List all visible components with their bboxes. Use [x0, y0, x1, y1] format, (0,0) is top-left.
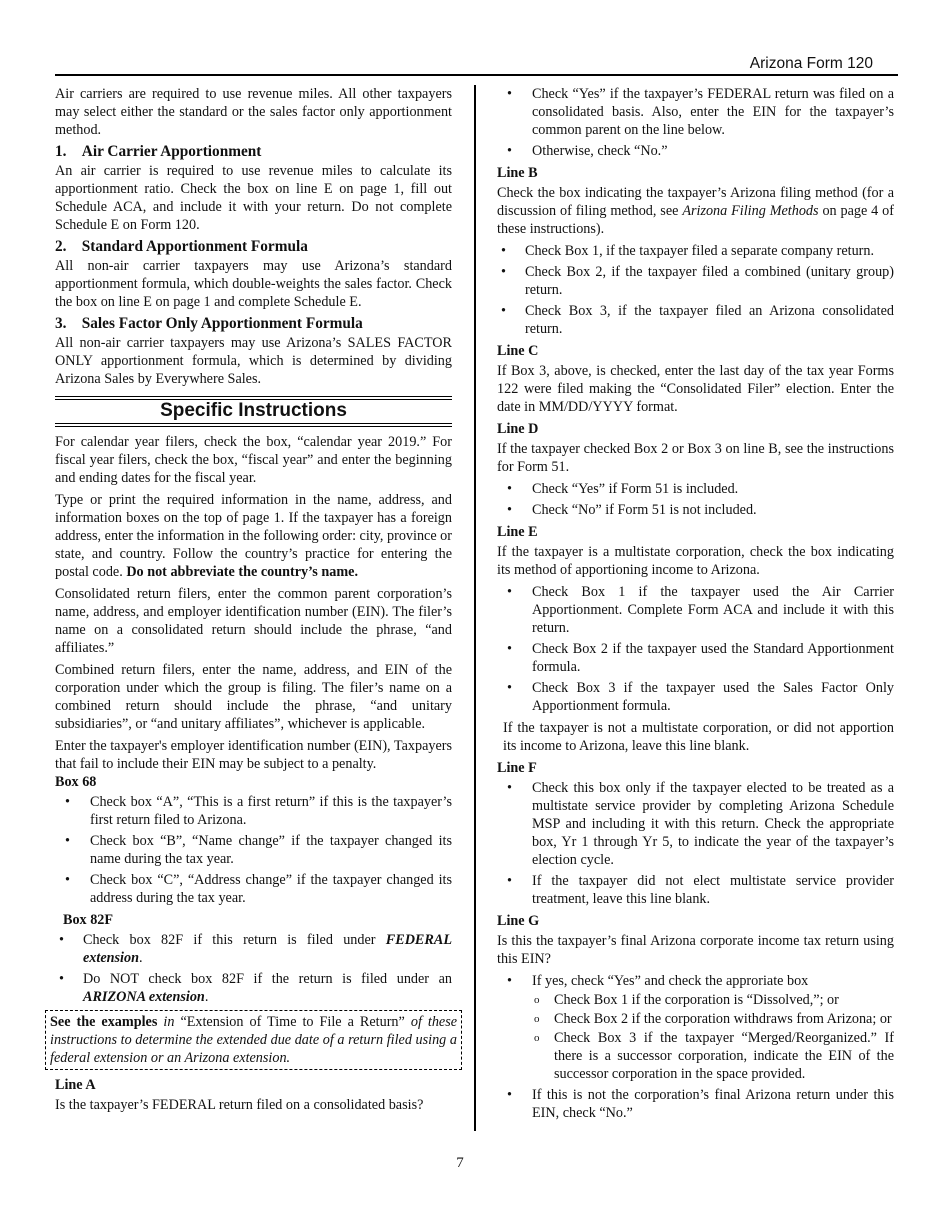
list-item: • Check “No” if Form 51 is not included.	[497, 501, 894, 519]
list-item: • Do NOT check box 82F if the return is filed under an ARIZONA extension.	[55, 970, 452, 1006]
list-item: • Check Box 2, if the taxpayer filed a combined (unitary group) return.	[497, 263, 894, 299]
box-82f-title: Box 82F	[63, 912, 114, 928]
extension-section-reference: “Extension of Time to File a Return”	[180, 1014, 405, 1030]
line-d-list	[497, 480, 894, 519]
box-82f-list	[55, 931, 452, 1006]
section-1-text: An air carrier is required to use revenue miles to calculate its apportionment ratio. Check the box on line E on page 1, fill out Schedule ACA, and include it with your return. Do not complete Schedule E on Form 120.	[55, 163, 452, 233]
line-g-list	[497, 972, 894, 1122]
see-in: in	[163, 1014, 175, 1030]
sub-list-item: o Check Box 3 if the taxpayer “Merged/Reorganized.” If there is a successor corporation, indicate the EIN of the successor corporation in the space provided.	[520, 1029, 894, 1083]
list-item: • Check Box 1 if the taxpayer used the Air Carrier Apportionment. Complete Form ACA and include it with this return.	[497, 583, 894, 637]
line-d-title: Line D	[497, 421, 539, 437]
list-item-text: Do NOT check box 82F if the return is filed under an	[83, 971, 452, 987]
box-68-title: Box 68	[55, 774, 97, 790]
list-item: • Check “Yes” if the taxpayer’s FEDERAL return was filed on a consolidated basis. Also, enter the EIN for the taxpayer’s common parent on the line below.	[497, 85, 894, 139]
list-item-text: If yes, check “Yes” and check the approriate box	[532, 973, 809, 989]
name-address-text: Type or print the required information in the name, address, and information boxes on the top of page 1. If the taxpayer has a foreign address, enter the information in the following order: city, province or state, and country. Follow the country’s practice for entering the postal code.	[55, 492, 452, 580]
apportionment-intro: Air carriers are required to use revenue miles. All other taxpayers may select either the standard or the sales factor only apportionment method.	[55, 86, 452, 138]
line-g-title: Line G	[497, 913, 540, 929]
section-3-title: 3. Sales Factor Only Apportionment Formula	[55, 315, 363, 332]
list-item-text: Check box 82F if this return is filed under	[83, 932, 386, 948]
right-column	[497, 85, 894, 1126]
list-item: • Check this box only if the taxpayer elected to be treated as a multistate service provider by completing Arizona Schedule MSP and including it with this return. Check the appropriate box, Yr 1 through Yr 5, to indicate the year of the taxpayer’s election cycle.	[497, 779, 894, 869]
see-examples-label: See the examples	[50, 1014, 158, 1030]
calendar-year-paragraph: For calendar year filers, check the box, “calendar year 2019.” For fiscal year filers, check the box, “fiscal year” and enter the beginning and ending dates for the fiscal year.	[55, 434, 452, 486]
left-column	[50, 85, 458, 1118]
federal-extension-term: FEDERAL extension	[83, 932, 452, 966]
line-f-title: Line F	[497, 760, 537, 776]
consolidated-filers-paragraph: Consolidated return filers, enter the common parent corporation’s name, address, and employer identification number (EIN). The filer’s name on a consolidated return should include the phrase, “and affiliates.”	[55, 586, 452, 656]
list-item: • Check Box 1, if the taxpayer filed a separate company return.	[497, 242, 894, 260]
section-2-title: 2. Standard Apportionment Formula	[55, 238, 308, 255]
line-e-text: If the taxpayer is a multistate corporation, check the box indicating its method of apportioning income to Arizona.	[497, 544, 894, 578]
sub-list-item: o Check Box 1 if the corporation is “Dissolved,”; or	[520, 991, 894, 1009]
header-rule	[55, 74, 898, 76]
list-item: • Check Box 3, if the taxpayer filed an Arizona consolidated return.	[497, 302, 894, 338]
line-e-title: Line E	[497, 524, 538, 540]
name-address-paragraph	[55, 491, 452, 581]
see-examples-text: of these instructions to determine the extended due date of a return filed using a federal extension or an Arizona extension.	[50, 1014, 458, 1066]
line-f-list	[497, 779, 894, 908]
list-item: • Check box “C”, “Address change” if the taxpayer changed its address during the tax year.	[55, 871, 452, 907]
line-e-list	[497, 583, 894, 715]
list-item: • Check Box 3 if the taxpayer used the Sales Factor Only Apportionment formula.	[497, 679, 894, 715]
page-number: 7	[456, 1155, 464, 1171]
list-item: • Check box 82F if this return is filed under FEDERAL extension.	[55, 931, 452, 967]
section-1-title: 1. Air Carrier Apportionment	[55, 143, 262, 160]
line-g-text: Is this the taxpayer’s final Arizona corporate income tax return using this EIN?	[497, 933, 894, 967]
line-c-text: If Box 3, above, is checked, enter the last day of the tax year Forms 122 were filed making the “Consolidated Filer” election. Enter the date in MM/DD/YYYY format.	[497, 363, 894, 415]
column-divider	[474, 85, 476, 1131]
line-b-text-a: Check the box indicating the taxpayer’s Arizona filing method (for a discussion of filing method, see	[497, 185, 894, 219]
line-g-sublist	[520, 991, 894, 1083]
section-2-text: All non-air carrier taxpayers may use Arizona’s standard apportionment formula, which double-weights the sales factor. Check the box on line E on page 1 and complete Schedule E.	[55, 258, 452, 310]
list-item: • Check box “A”, “This is a first return” if this is the taxpayer’s first return filed to Arizona.	[55, 793, 452, 829]
list-item: • Check “Yes” if Form 51 is included.	[497, 480, 894, 498]
line-a-title: Line A	[55, 1077, 96, 1093]
sub-list-item: o Check Box 2 if the corporation withdraws from Arizona; or	[520, 1010, 894, 1028]
line-c-title: Line C	[497, 343, 539, 359]
list-item: • Check box “B”, “Name change” if the taxpayer changed its name during the tax year.	[55, 832, 452, 868]
box-68-list	[55, 793, 452, 907]
line-b-text	[497, 184, 894, 238]
line-b-text-b: on page 4 of these instructions).	[497, 203, 894, 237]
filing-methods-reference: Arizona Filing Methods	[682, 203, 819, 219]
form-title: Arizona Form 120	[749, 55, 873, 72]
arizona-extension-term: ARIZONA extension	[83, 989, 205, 1005]
list-item: • If this is not the corporation’s final Arizona return under this EIN, check “No.”	[497, 1086, 894, 1122]
line-b-title: Line B	[497, 165, 538, 181]
line-b-list	[497, 242, 894, 338]
list-item: • Check Box 2 if the taxpayer used the Standard Apportionment formula.	[497, 640, 894, 676]
list-item: • Otherwise, check “No.”	[497, 142, 894, 160]
line-e-after: If the taxpayer is not a multistate corporation, or did not apportion its income to Arizona, leave this line blank.	[503, 720, 894, 754]
list-item	[497, 972, 894, 1083]
list-item: • If the taxpayer did not elect multistate service provider treatment, leave this line blank.	[497, 872, 894, 908]
country-name-note: Do not abbreviate the country’s name.	[126, 564, 359, 580]
specific-instructions-heading: Specific Instructions	[55, 396, 452, 427]
line-a-text: Is the taxpayer’s FEDERAL return filed on a consolidated basis?	[55, 1097, 424, 1113]
see-examples-callout	[45, 1010, 462, 1070]
ein-paragraph: Enter the taxpayer's employer identification number (EIN), Taxpayers that fail to include their EIN may be subject to a penalty.	[55, 738, 452, 772]
line-d-text: If the taxpayer checked Box 2 or Box 3 on line B, see the instructions for Form 51.	[497, 441, 894, 475]
line-a-list	[497, 85, 894, 160]
section-3-text: All non-air carrier taxpayers may use Arizona’s SALES FACTOR ONLY apportionment formula, which is determined by dividing Arizona Sales by Everywhere Sales.	[55, 335, 452, 387]
combined-filers-paragraph: Combined return filers, enter the name, address, and EIN of the corporation under which the group is filing. The filer’s name on a combined return should include the phrase, “and unitary subsidiaries”, or “and unitary affiliates”, whichever is applicable.	[55, 662, 452, 732]
